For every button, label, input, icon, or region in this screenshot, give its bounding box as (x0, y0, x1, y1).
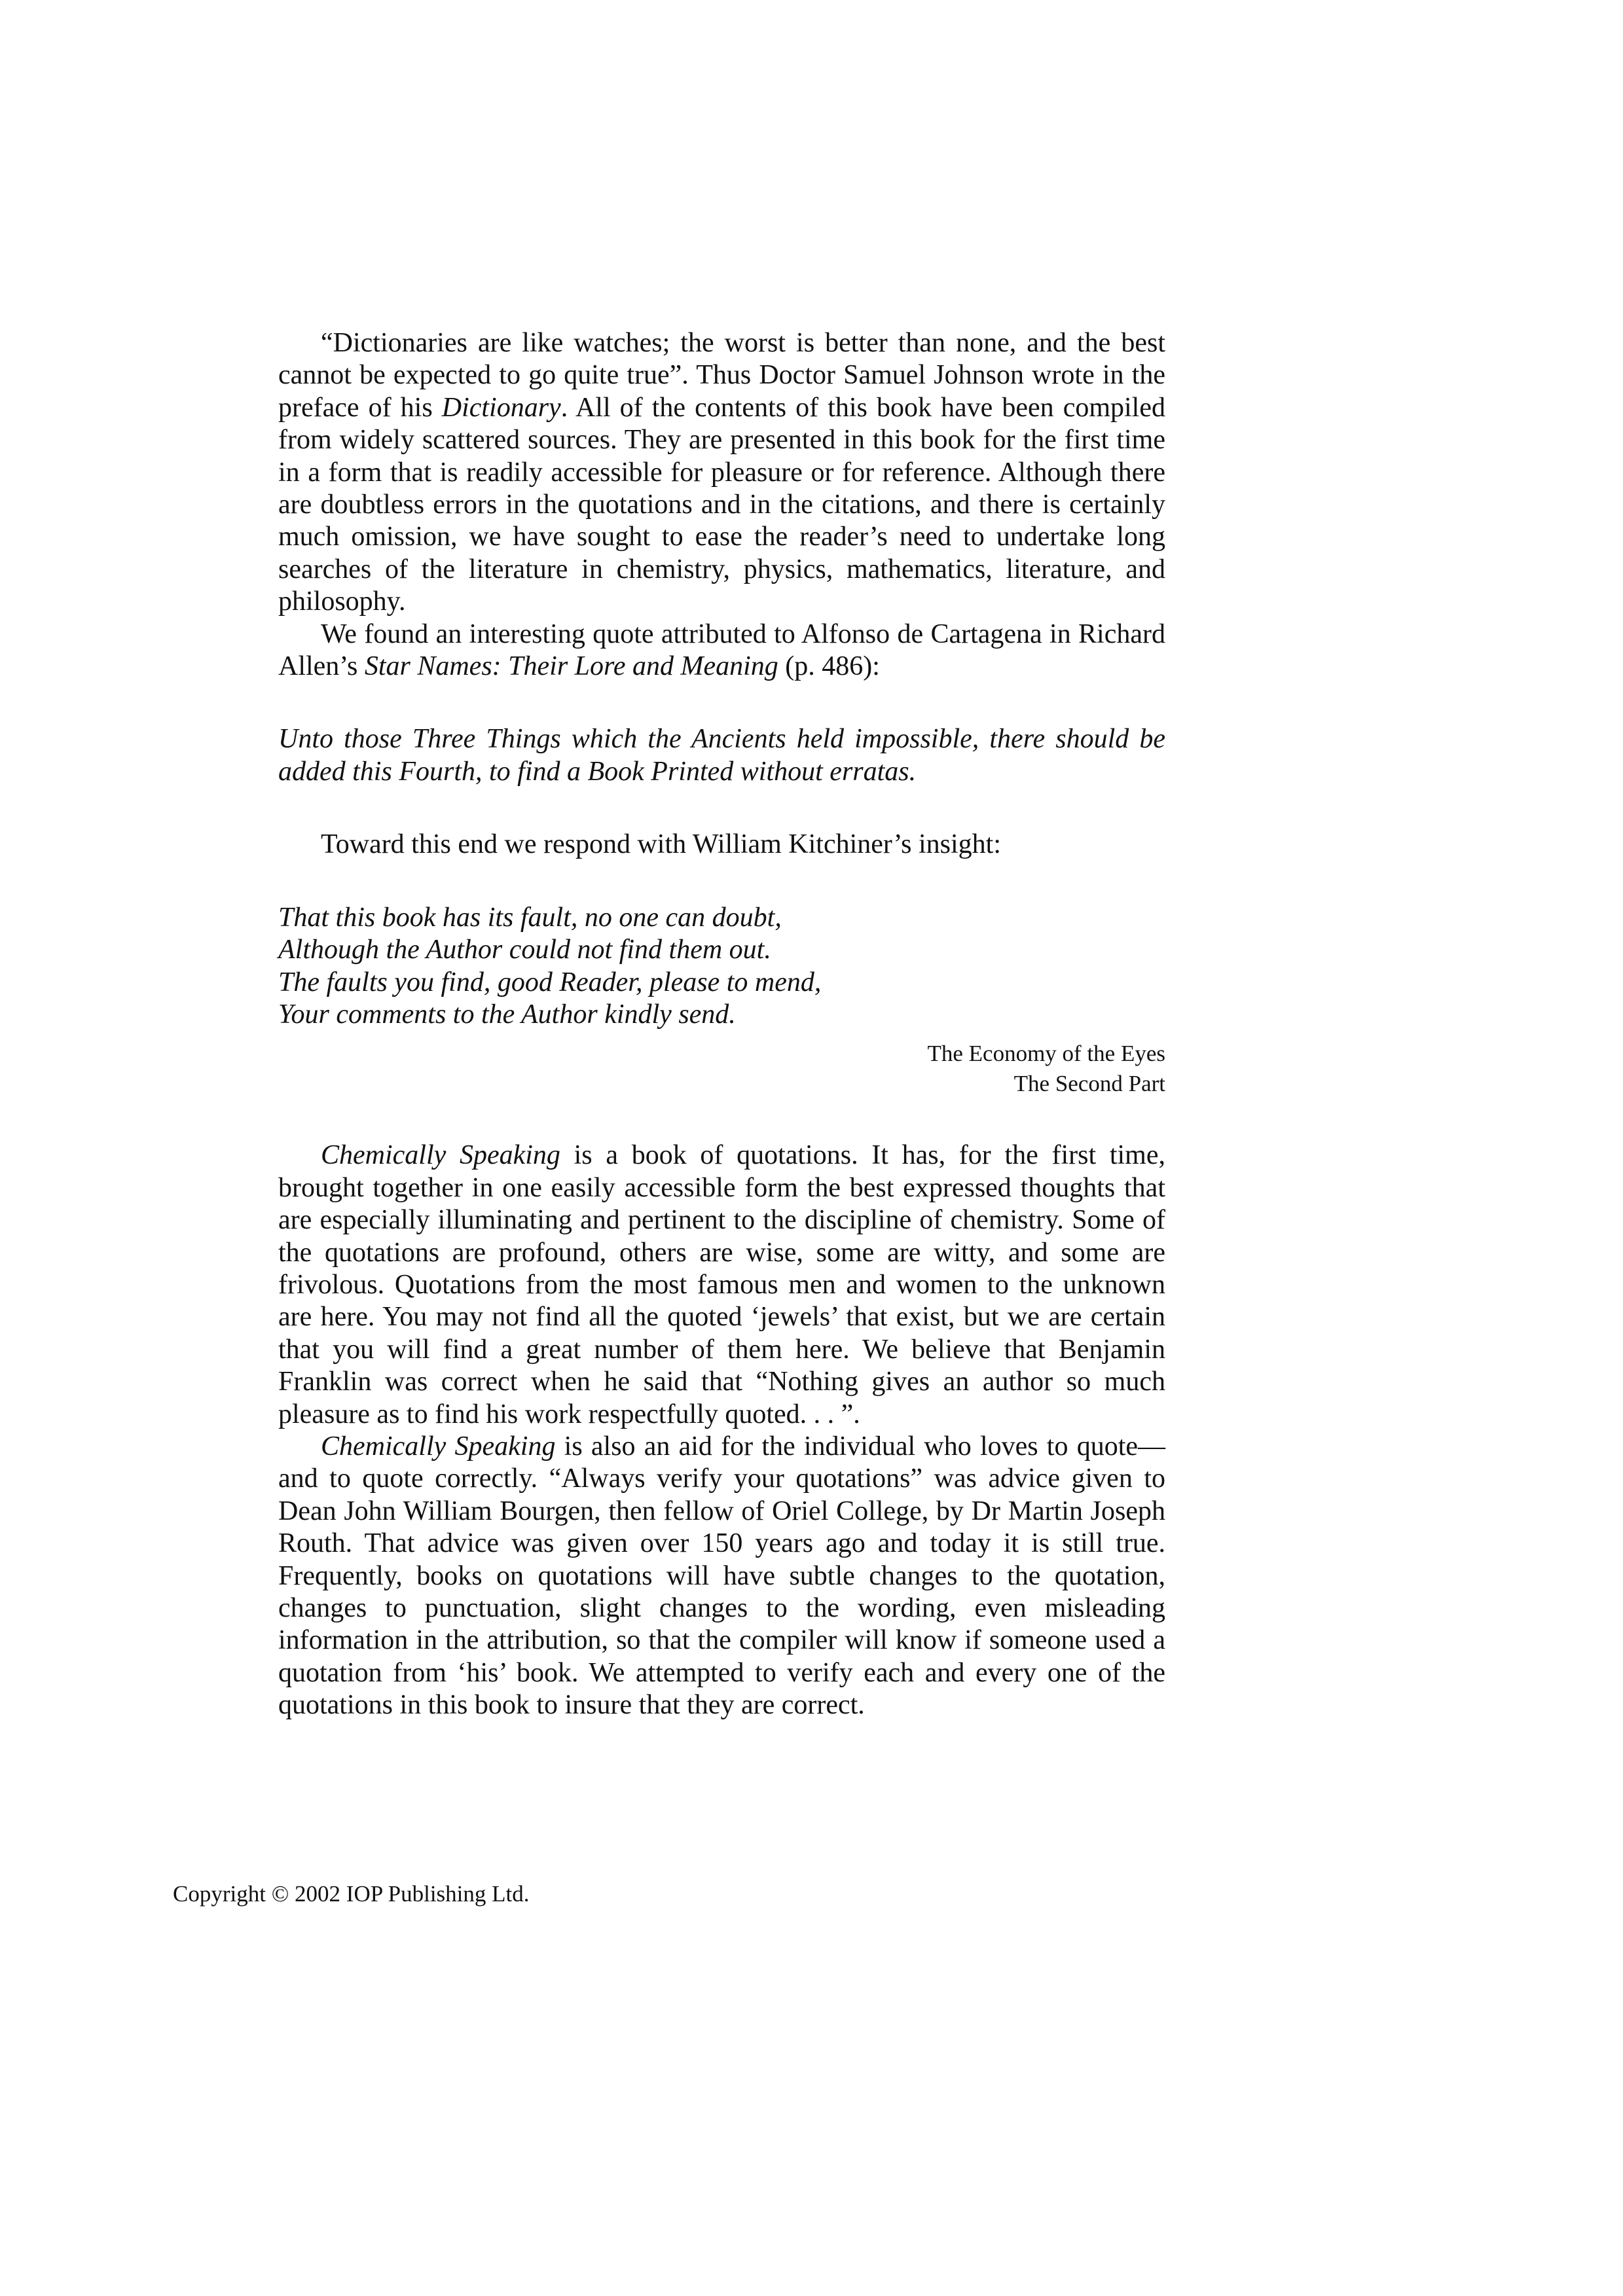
paragraph-johnson-end: . All of the contents of this book have been compiled from widely scattered sources. They are presented in this book for the first time in a form that is readily accessible for pleasure or for reference. Although there are doubtless errors in the quotations and in the citations, and there is certainly much omission, we have sought to ease the reader’s need to undertake long searches of the literature in chemistry, physics, mathematics, literature, and philosophy. (278, 392, 1165, 617)
book-title: Chemically Speaking (321, 1140, 560, 1171)
paragraph-johnson-start: “Dictionaries are like watches; the worst is better than none, and the best cannot be expected to go quite true”. Thus Doctor Samuel Johnson wrote in the preface of his (278, 328, 1165, 423)
paragraph-cartagena-end: (p. 486): (778, 651, 880, 682)
dictionary-title: Dictionary (441, 392, 561, 423)
paragraph-johnson (278, 327, 1165, 619)
paragraph-text: is a book of quotations. It has, for the first time, brought together in one easily accessible form the best expressed thoughts that are especially illuminating and pertinent to the discipline of chemistry. Some of the quotations are profound, others are wise, some are witty, and some are frivolous. Quotations from the most famous men and women to the unknown are here. You may not find all the quoted ‘jewels’ that exist, but we are certain that you will find a great number of them here. We believe that Benjamin Franklin was correct when he said that “Nothing gives an author so much pleasure as to find his work respectfully quoted. . . ”. (278, 1140, 1165, 1429)
star-names-title: Star Names: Their Lore and Meaning (364, 651, 778, 682)
poem-attribution (278, 1039, 1165, 1099)
cartagena-quote: Unto those Three Things which the Ancients held impossible, there should be added this Fourth, to find a Book Printed without erratas. (278, 724, 1165, 787)
poem-line: The faults you find, good Reader, please to mend, (278, 967, 822, 997)
poem-line: That this book has its fault, no one can doubt, (278, 902, 782, 933)
paragraph-cartagena (278, 619, 1165, 683)
copyright-footer: Copyright © 2002 IOP Publishing Ltd. (173, 1881, 530, 1907)
paragraph-chemically-speaking-1 (278, 1139, 1165, 1431)
poem-line: Although the Author could not find them out. (278, 935, 771, 965)
body-text (278, 327, 1165, 1722)
paragraph-cartagena-start: We found an interesting quote attributed to Alfonso de Cartagena in Richard Allen’s (278, 619, 1165, 682)
attribution-line: The Economy of the Eyes (927, 1041, 1165, 1067)
poem-line: Your comments to the Author kindly send. (278, 999, 736, 1030)
book-title: Chemically Speaking (321, 1431, 556, 1462)
paragraph-chemically-speaking-2 (278, 1431, 1165, 1722)
paragraph-text: is also an aid for the individual who loves to quote—and to quote correctly. “Always verify your quotations” was advice given to Dean John William Bourgen, then fellow of Oriel College, by Dr Martin Joseph Routh. That advice was given over 150 years ago and today it is still true. Frequently, books on quotations will have subtle changes to the quotation, changes to punctuation, slight changes to the wording, even misleading information in the attribution, so that the compiler will know if someone used a quotation from ‘his’ book. We attempted to verify each and every one of the quotations in this book to insure that they are correct. (278, 1431, 1166, 1721)
attribution-line: The Second Part (1013, 1071, 1165, 1097)
kitchiner-intro: Toward this end we respond with William Kitchiner’s insight: (321, 829, 1002, 860)
kitchiner-poem (278, 902, 1165, 1031)
